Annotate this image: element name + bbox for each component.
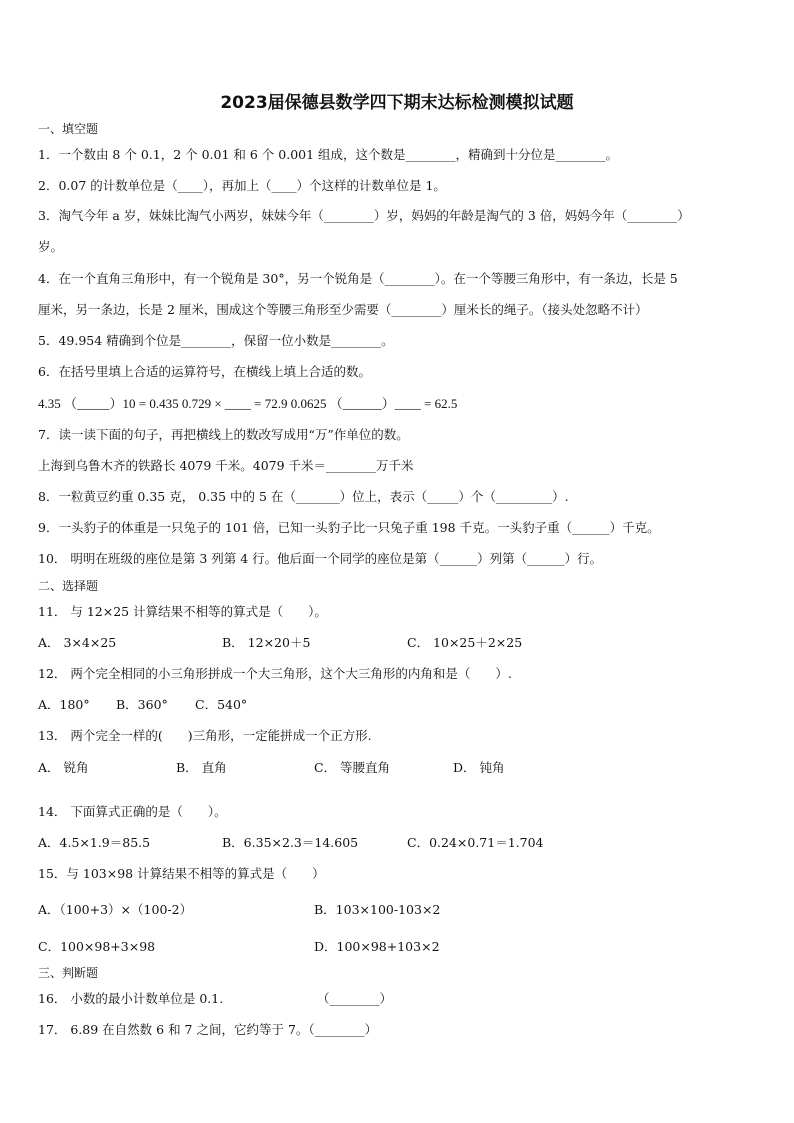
question-9: 9．一头豹子的体重是一只兔子的 101 倍，已知一头豹子比一只兔子重 198 千克。一头豹子重（______）千克。	[38, 520, 660, 535]
q15-option-a: A．（100+3）×（100-2）	[38, 902, 193, 917]
q15-option-c: C．100×98+3×98	[38, 939, 156, 954]
question-10: 10． 明明在班级的座位是第 3 列第 4 行。他后面一个同学的座位是第（______）列第（______）行。	[38, 551, 603, 566]
q14-option-a: A．4.5×1.9＝85.5	[38, 835, 151, 850]
question-12: 12． 两个完全相同的小三角形拼成一个大三角形，这个大三角形的内角和是（ ）.	[38, 666, 512, 681]
question-6: 6．在括号里填上合适的运算符号，在横线上填上合适的数。	[38, 364, 371, 379]
question-2: 2．0.07 的计数单位是（____），再加上（____）个这样的计数单位是 1。	[38, 178, 446, 193]
question-13: 13． 两个完全一样的( )三角形，一定能拼成一个正方形.	[38, 728, 372, 743]
question-3-line-1: 3．淘气今年 a 岁，妹妹比淘气小两岁，妹妹今年（________）岁，妈妈的年龄是淘气的 3 倍，妈妈今年（________）	[38, 208, 690, 223]
question-16: 16． 小数的最小计数单位是 0.1. （________）	[38, 991, 392, 1006]
q13-option-a: A． 锐角	[38, 760, 89, 775]
question-3-line-2: 岁。	[38, 239, 64, 254]
q15-option-b: B．103×100-103×2	[314, 902, 441, 917]
question-4-line-1: 4．在一个直角三角形中，有一个锐角是 30°，另一个锐角是（________）。在一个等腰三角形中，有一条边，长是 5	[38, 271, 678, 286]
q14-option-c: C．0.24×0.71＝1.704	[407, 835, 544, 850]
question-11: 11． 与 12×25 计算结果不相等的算式是（ ）。	[38, 604, 327, 619]
q11-option-b: B． 12×20＋5	[222, 635, 311, 650]
section-fill-in: 一、填空题	[38, 122, 99, 136]
page-title: 2023届保德县数学四下期末达标检测模拟试题	[220, 93, 574, 113]
q13-option-c: C． 等腰直角	[314, 760, 391, 775]
q11-option-c: C． 10×25＋2×25	[407, 635, 523, 650]
q13-option-b: B． 直角	[176, 760, 227, 775]
question-15: 15．与 103×98 计算结果不相等的算式是（ ）	[38, 866, 325, 881]
q14-option-b: B．6.35×2.3＝14.605	[222, 835, 359, 850]
q12-option-a: A．180°	[38, 697, 90, 712]
q12-option-c: C．540°	[195, 697, 248, 712]
question-4-line-2: 厘米，另一条边，长是 2 厘米，围成这个等腰三角形至少需要（________）厘米长的绳子。（接头处忽略不计）	[38, 302, 648, 317]
q11-option-a: A． 3×4×25	[38, 635, 117, 650]
question-8: 8．一粒黄豆约重 0.35 克， 0.35 中的 5 在（_______）位上，表示（_____）个（_________）.	[38, 489, 569, 504]
question-7: 7．读一读下面的句子，再把横线上的数改写成用“万”作单位的数。	[38, 427, 409, 442]
section-multiple-choice: 二、选择题	[38, 579, 99, 593]
question-6-equations: 4.35 （_____）10 = 0.435 0.729 × ____ = 72.9 0.0625 （______）____ = 62.5	[38, 396, 458, 411]
q13-option-d: D． 钝角	[453, 760, 505, 775]
q15-option-d: D．100×98+103×2	[314, 939, 440, 954]
q12-option-b: B．360°	[116, 697, 168, 712]
question-1: 1．一个数由 8 个 0.1，2 个 0.01 和 6 个 0.001 组成，这个数是________，精确到十分位是________。	[38, 147, 619, 162]
question-7-sentence: 上海到乌鲁木齐的铁路长 4079 千米。4079 千米＝________万千米	[38, 458, 414, 473]
question-17: 17． 6.89 在自然数 6 和 7 之间，它约等于 7。（________）	[38, 1022, 378, 1037]
question-5: 5．49.954 精确到个位是________，保留一位小数是________。	[38, 333, 394, 348]
section-true-false: 三、判断题	[38, 966, 99, 980]
question-14: 14． 下面算式正确的是（ ）。	[38, 804, 227, 819]
